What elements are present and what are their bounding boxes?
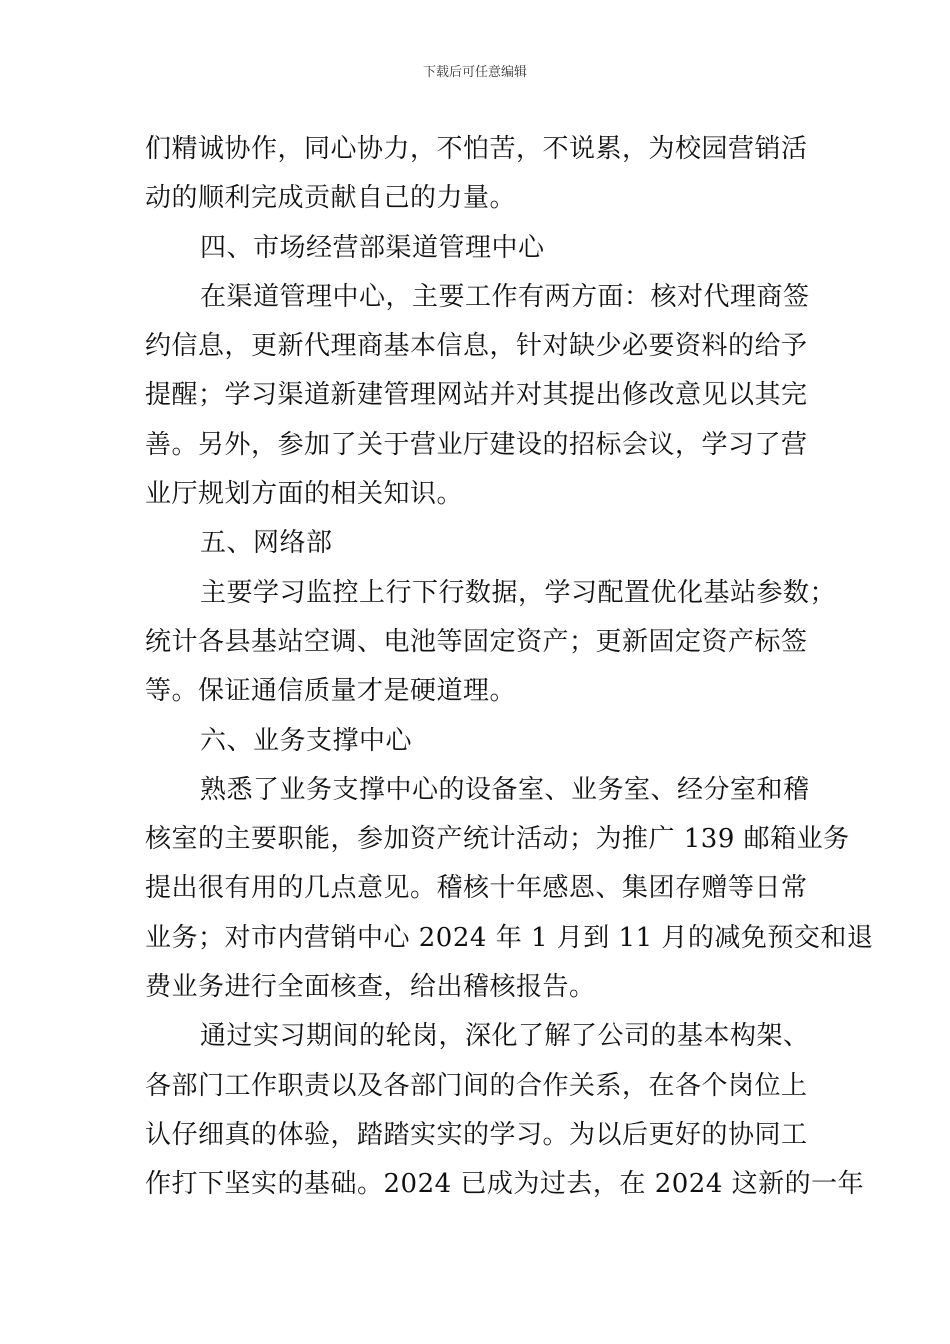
text-line: 六、业务支撑中心: [200, 725, 413, 756]
text-line: 认仔细真的体验，踏踏实实的学习。为以后更好的协同工: [145, 1119, 808, 1150]
text-line: 各部门工作职责以及各部门间的合作关系，在各个岗位上: [145, 1070, 808, 1101]
text-line: 熟悉了业务支撑中心的设备室、业务室、经分室和稽: [200, 774, 810, 805]
text-line: 提出很有用的几点意见。稽核十年感恩、集团存赠等日常: [145, 873, 808, 904]
text-line: 业厅规划方面的相关知识。: [145, 479, 464, 510]
text-line: 在渠道管理中心，主要工作有两方面：核对代理商签: [200, 281, 810, 312]
body-text: [145, 125, 874, 1210]
text-line: 核室的主要职能，参加资产统计活动；为推广 139 邮箱业务: [145, 824, 850, 855]
text-line: 善。另外，参加了关于营业厅建设的招标会议，学习了营: [145, 429, 808, 460]
text-line: 约信息，更新代理商基本信息，针对缺少必要资料的给予: [145, 331, 808, 362]
text-line: 费业务进行全面核查，给出稽核报告。: [145, 972, 596, 1003]
text-line: 们精诚协作，同心协力，不怕苦，不说累，为校园营销活: [145, 134, 808, 164]
text-line: 提醒；学习渠道新建管理网站并对其提出修改意见以其完: [145, 380, 808, 411]
text-line: 作打下坚实的基础。2024 已成为过去，在 2024 这新的一年: [145, 1169, 865, 1200]
page-header: 下载后可任意编辑: [422, 65, 527, 80]
text-line: 五、网络部: [200, 528, 333, 559]
text-line: 四、市场经营部渠道管理中心: [200, 232, 545, 263]
text-line: 通过实习期间的轮岗，深化了解了公司的基本构架、: [200, 1021, 810, 1052]
text-line: 动的顺利完成贡献自己的力量。: [145, 183, 517, 214]
text-line: 业务；对市内营销中心 2024 年 1 月到 11 月的减免预交和退: [145, 922, 874, 953]
text-line: 统计各县基站空调、电池等固定资产；更新固定资产标签: [145, 626, 808, 657]
text-line: 主要学习监控上行下行数据，学习配置优化基站参数；: [200, 577, 837, 608]
text-line: 等。保证通信质量才是硬道理。: [145, 676, 517, 707]
